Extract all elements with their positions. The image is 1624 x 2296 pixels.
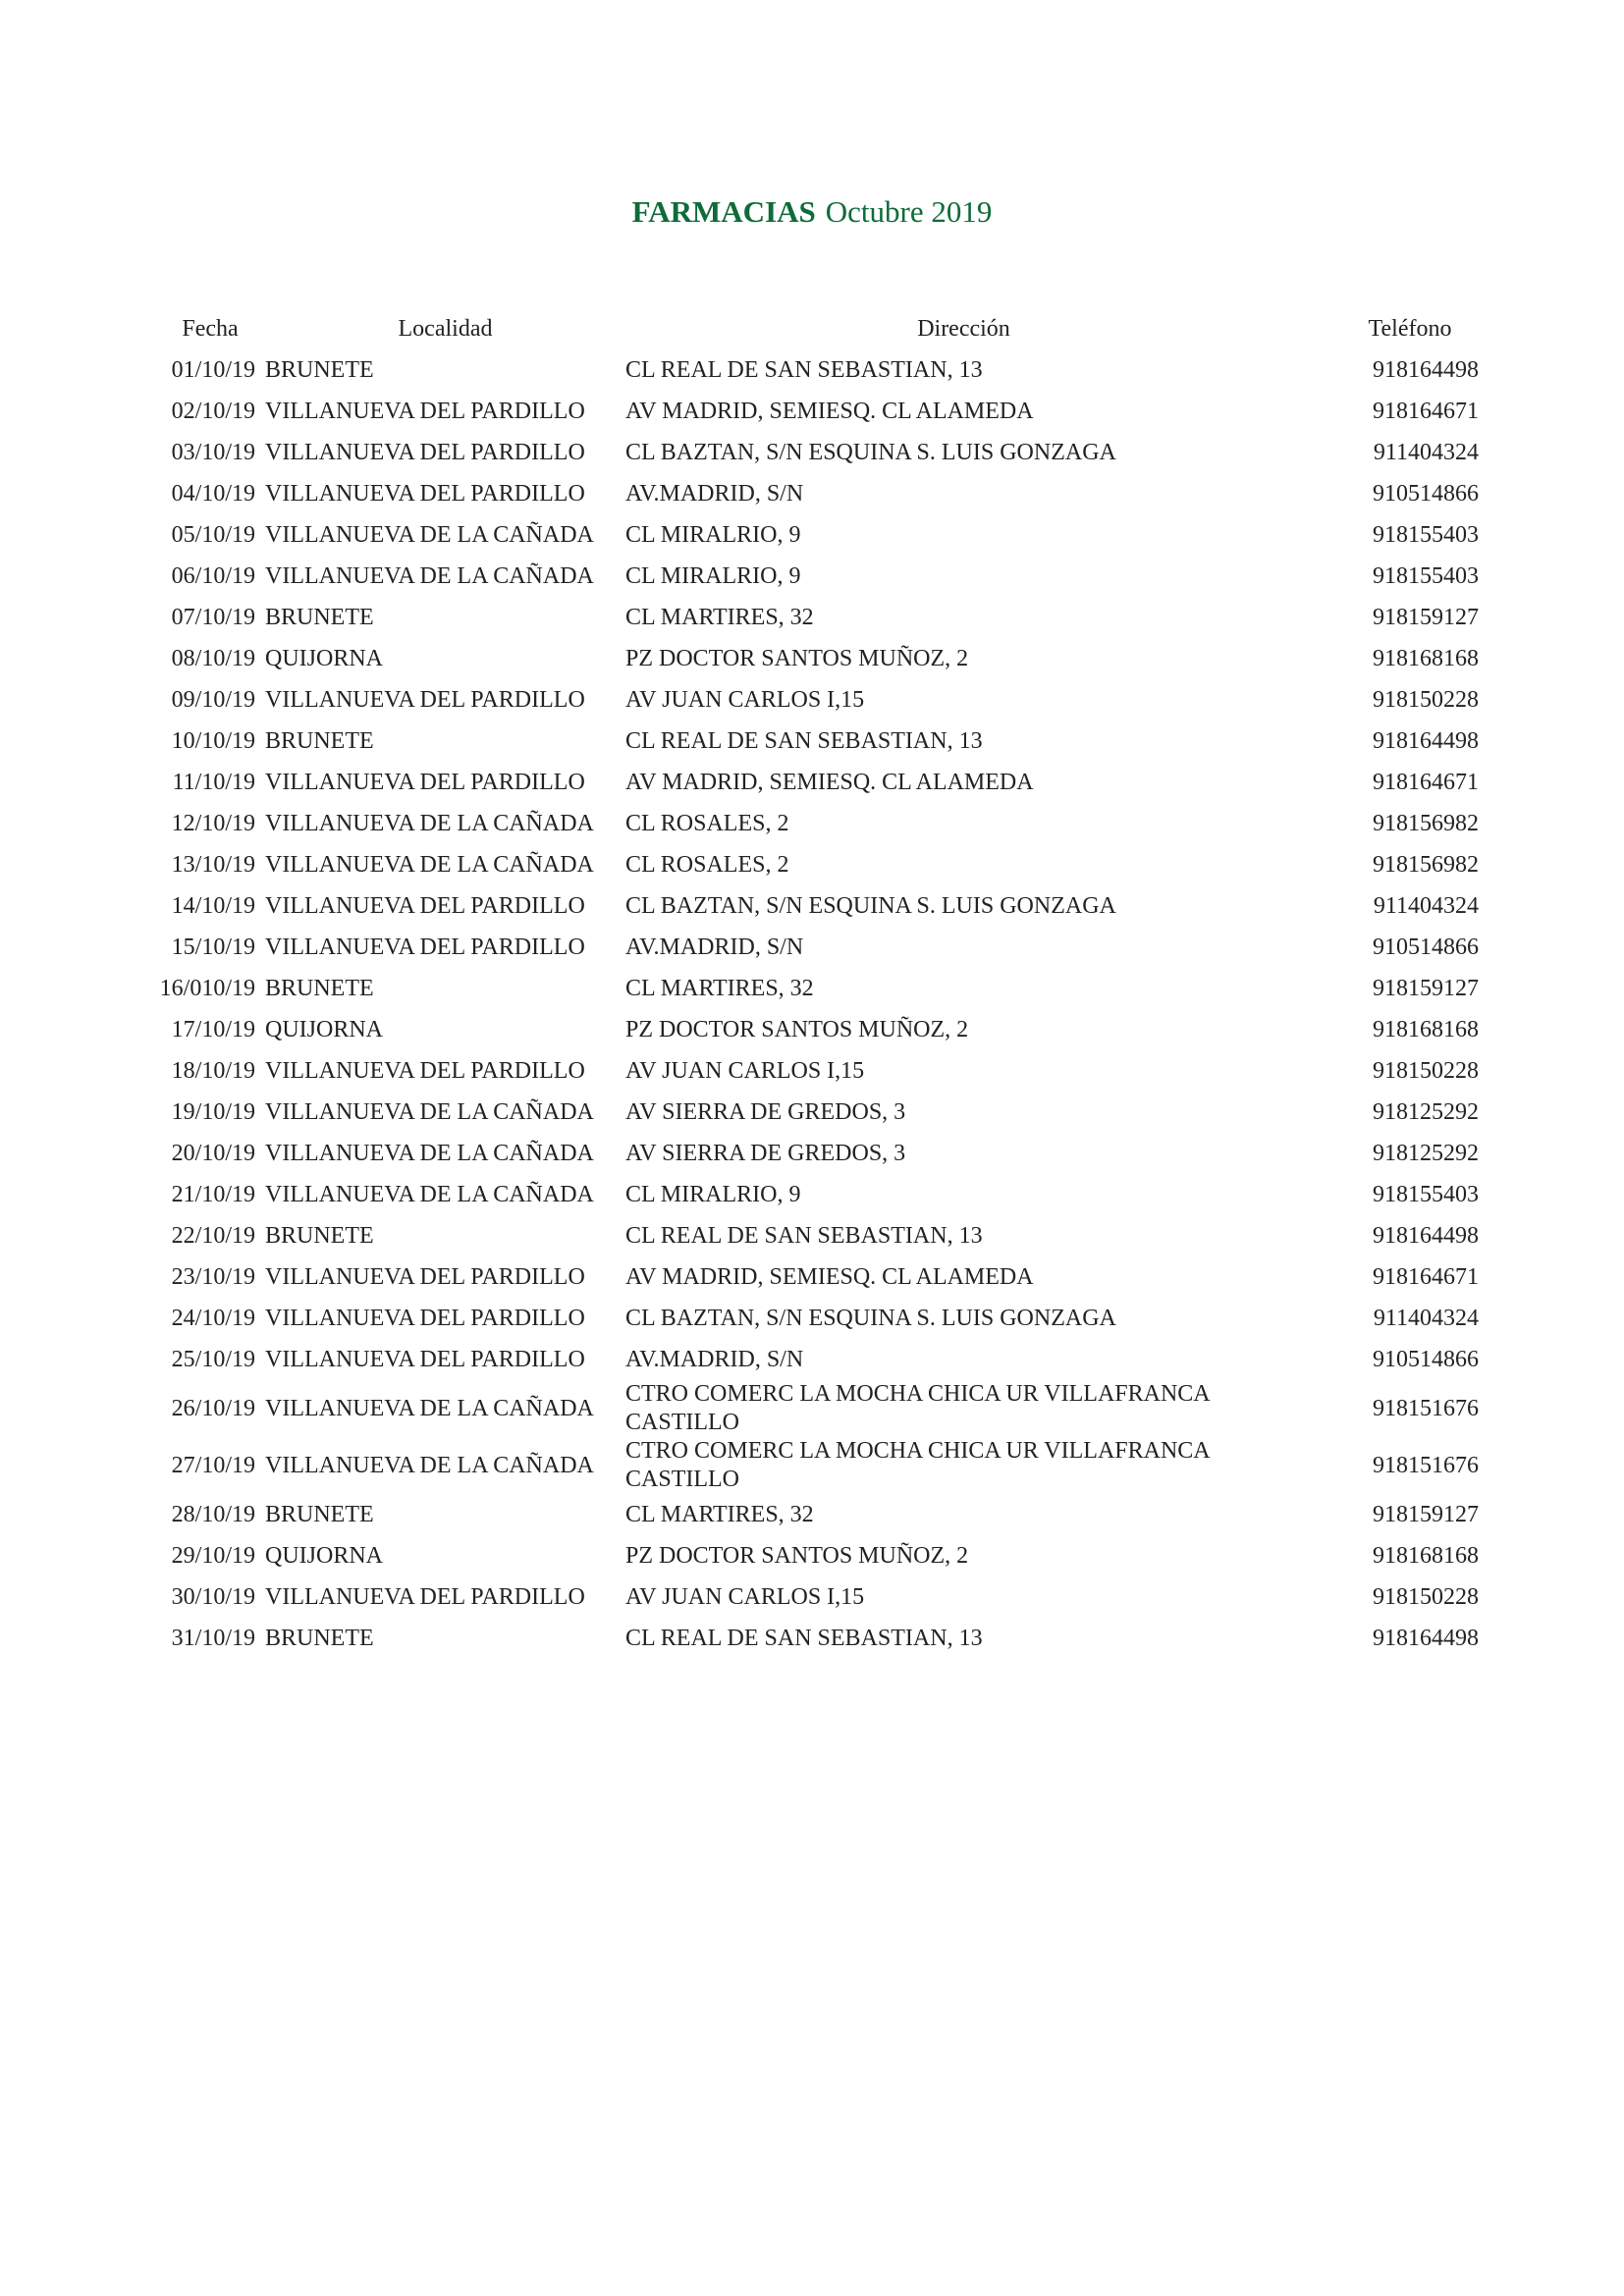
cell-localidad: VILLANUEVA DEL PARDILLO <box>265 686 585 713</box>
cell-telefono: 918168168 <box>1373 1542 1479 1569</box>
cell-direccion: CL ROSALES, 2 <box>625 810 789 836</box>
table-row <box>155 1256 1479 1298</box>
cell-telefono: 918159127 <box>1373 1501 1479 1527</box>
cell-fecha: 07/10/19 <box>171 604 255 630</box>
cell-direccion: CL ROSALES, 2 <box>625 851 789 878</box>
cell-fecha: 15/10/19 <box>171 934 255 960</box>
cell-fecha: 18/10/19 <box>171 1057 255 1084</box>
cell-telefono: 918125292 <box>1373 1098 1479 1125</box>
cell-localidad: VILLANUEVA DE LA CAÑADA <box>265 1452 594 1478</box>
cell-localidad: BRUNETE <box>265 727 374 754</box>
table-row <box>155 679 1479 721</box>
cell-localidad: VILLANUEVA DEL PARDILLO <box>265 439 585 465</box>
cell-fecha: 03/10/19 <box>171 439 255 465</box>
cell-direccion: AV.MADRID, S/N <box>625 934 804 960</box>
cell-telefono: 918164671 <box>1373 398 1479 424</box>
table-row <box>155 1618 1479 1659</box>
cell-fecha: 12/10/19 <box>171 810 255 836</box>
table-row <box>155 1092 1479 1133</box>
table-row <box>155 597 1479 638</box>
cell-localidad: VILLANUEVA DEL PARDILLO <box>265 1346 585 1372</box>
cell-direccion: CL REAL DE SAN SEBASTIAN, 13 <box>625 727 983 754</box>
cell-direccion: AV.MADRID, S/N <box>625 480 804 507</box>
cell-direccion: CL REAL DE SAN SEBASTIAN, 13 <box>625 356 983 383</box>
title-month: Octubre 2019 <box>825 194 993 229</box>
cell-fecha: 27/10/19 <box>171 1452 255 1478</box>
title-label: FARMACIAS <box>631 194 816 229</box>
cell-fecha: 16/010/19 <box>159 975 255 1001</box>
table-row <box>155 556 1479 597</box>
cell-telefono: 910514866 <box>1373 934 1479 960</box>
table-row <box>155 1215 1479 1256</box>
cell-direccion: AV.MADRID, S/N <box>625 1346 804 1372</box>
cell-telefono: 918155403 <box>1373 521 1479 548</box>
cell-localidad: BRUNETE <box>265 1625 374 1651</box>
cell-localidad: QUIJORNA <box>265 1016 383 1042</box>
table-row <box>155 473 1479 514</box>
cell-fecha: 13/10/19 <box>171 851 255 878</box>
cell-localidad: VILLANUEVA DE LA CAÑADA <box>265 1098 594 1125</box>
cell-direccion: CL MIRALRIO, 9 <box>625 521 801 548</box>
cell-localidad: VILLANUEVA DE LA CAÑADA <box>265 521 594 548</box>
cell-telefono: 918164671 <box>1373 1263 1479 1290</box>
table-row <box>155 638 1479 679</box>
table-row <box>155 1133 1479 1174</box>
table-row <box>155 927 1479 968</box>
table-row <box>155 721 1479 762</box>
table-row <box>155 349 1479 391</box>
cell-direccion: AV JUAN CARLOS I,15 <box>625 686 865 713</box>
cell-fecha: 11/10/19 <box>172 769 255 795</box>
cell-telefono: 910514866 <box>1373 480 1479 507</box>
cell-localidad: VILLANUEVA DEL PARDILLO <box>265 892 585 919</box>
cell-telefono: 918164498 <box>1373 1222 1479 1249</box>
cell-fecha: 04/10/19 <box>171 480 255 507</box>
cell-telefono: 918151676 <box>1373 1395 1479 1421</box>
cell-fecha: 25/10/19 <box>171 1346 255 1372</box>
cell-direccion: CTRO COMERC LA MOCHA CHICA UR VILLAFRANCA CASTILLO <box>625 1381 1210 1435</box>
table-row <box>155 514 1479 556</box>
cell-fecha: 21/10/19 <box>171 1181 255 1207</box>
table-row <box>155 803 1479 844</box>
header-localidad: Localidad <box>398 315 493 342</box>
cell-fecha: 31/10/19 <box>171 1625 255 1651</box>
cell-fecha: 08/10/19 <box>171 645 255 671</box>
cell-telefono: 918155403 <box>1373 562 1479 589</box>
cell-fecha: 29/10/19 <box>171 1542 255 1569</box>
cell-localidad: VILLANUEVA DEL PARDILLO <box>265 480 585 507</box>
cell-direccion: CL BAZTAN, S/N ESQUINA S. LUIS GONZAGA <box>625 892 1116 919</box>
cell-fecha: 10/10/19 <box>171 727 255 754</box>
header-direccion: Dirección <box>917 315 1010 342</box>
cell-telefono: 918159127 <box>1373 975 1479 1001</box>
cell-direccion: CL REAL DE SAN SEBASTIAN, 13 <box>625 1222 983 1249</box>
header-fecha: Fecha <box>182 315 239 342</box>
cell-localidad: BRUNETE <box>265 1501 374 1527</box>
cell-fecha: 28/10/19 <box>171 1501 255 1527</box>
cell-fecha: 05/10/19 <box>171 521 255 548</box>
cell-telefono: 918151676 <box>1373 1452 1479 1478</box>
cell-localidad: VILLANUEVA DE LA CAÑADA <box>265 1140 594 1166</box>
cell-direccion: CL BAZTAN, S/N ESQUINA S. LUIS GONZAGA <box>625 1305 1116 1331</box>
table-row <box>155 391 1479 432</box>
header-telefono: Teléfono <box>1368 315 1452 342</box>
cell-telefono: 911404324 <box>1373 1305 1479 1331</box>
cell-fecha: 24/10/19 <box>171 1305 255 1331</box>
table-row <box>155 762 1479 803</box>
table-body <box>155 349 1479 1659</box>
cell-localidad: VILLANUEVA DE LA CAÑADA <box>265 1181 594 1207</box>
cell-telefono: 910514866 <box>1373 1346 1479 1372</box>
page-title <box>0 192 1624 232</box>
cell-telefono: 918125292 <box>1373 1140 1479 1166</box>
cell-fecha: 14/10/19 <box>171 892 255 919</box>
cell-telefono: 918156982 <box>1373 810 1479 836</box>
table-row <box>155 1009 1479 1050</box>
cell-localidad: VILLANUEVA DE LA CAÑADA <box>265 562 594 589</box>
cell-direccion: AV MADRID, SEMIESQ. CL ALAMEDA <box>625 1263 1034 1290</box>
cell-direccion: CL MARTIRES, 32 <box>625 975 814 1001</box>
cell-fecha: 23/10/19 <box>171 1263 255 1290</box>
cell-direccion: CTRO COMERC LA MOCHA CHICA UR VILLAFRANCA CASTILLO <box>625 1438 1210 1492</box>
table-row <box>155 432 1479 473</box>
cell-telefono: 918156982 <box>1373 851 1479 878</box>
cell-direccion: CL BAZTAN, S/N ESQUINA S. LUIS GONZAGA <box>625 439 1116 465</box>
table-row <box>155 1437 1479 1494</box>
cell-telefono: 911404324 <box>1373 439 1479 465</box>
cell-direccion: CL MIRALRIO, 9 <box>625 562 801 589</box>
cell-direccion: AV MADRID, SEMIESQ. CL ALAMEDA <box>625 769 1034 795</box>
cell-localidad: BRUNETE <box>265 1222 374 1249</box>
table-row <box>155 844 1479 885</box>
cell-localidad: BRUNETE <box>265 975 374 1001</box>
cell-localidad: QUIJORNA <box>265 645 383 671</box>
table-row <box>155 885 1479 927</box>
cell-direccion: AV MADRID, SEMIESQ. CL ALAMEDA <box>625 398 1034 424</box>
cell-direccion: CL REAL DE SAN SEBASTIAN, 13 <box>625 1625 983 1651</box>
cell-direccion: PZ DOCTOR SANTOS MUÑOZ, 2 <box>625 1016 969 1042</box>
cell-localidad: QUIJORNA <box>265 1542 383 1569</box>
cell-telefono: 918150228 <box>1373 686 1479 713</box>
cell-localidad: VILLANUEVA DE LA CAÑADA <box>265 851 594 878</box>
pharmacy-schedule-table <box>155 308 1479 1659</box>
cell-fecha: 22/10/19 <box>171 1222 255 1249</box>
cell-telefono: 918164498 <box>1373 356 1479 383</box>
table-row <box>155 968 1479 1009</box>
cell-direccion: PZ DOCTOR SANTOS MUÑOZ, 2 <box>625 645 969 671</box>
cell-localidad: VILLANUEVA DE LA CAÑADA <box>265 1395 594 1421</box>
cell-direccion: CL MIRALRIO, 9 <box>625 1181 801 1207</box>
cell-direccion: CL MARTIRES, 32 <box>625 1501 814 1527</box>
cell-telefono: 918164498 <box>1373 727 1479 754</box>
cell-fecha: 17/10/19 <box>171 1016 255 1042</box>
cell-telefono: 918168168 <box>1373 645 1479 671</box>
cell-telefono: 918164671 <box>1373 769 1479 795</box>
table-row <box>155 1380 1479 1437</box>
cell-fecha: 30/10/19 <box>171 1583 255 1610</box>
cell-direccion: AV SIERRA DE GREDOS, 3 <box>625 1098 906 1125</box>
cell-telefono: 918168168 <box>1373 1016 1479 1042</box>
cell-direccion: CL MARTIRES, 32 <box>625 604 814 630</box>
cell-localidad: VILLANUEVA DEL PARDILLO <box>265 398 585 424</box>
table-row <box>155 1535 1479 1576</box>
table-row <box>155 1339 1479 1380</box>
cell-localidad: VILLANUEVA DEL PARDILLO <box>265 1583 585 1610</box>
cell-localidad: VILLANUEVA DEL PARDILLO <box>265 1305 585 1331</box>
cell-direccion: PZ DOCTOR SANTOS MUÑOZ, 2 <box>625 1542 969 1569</box>
table-row <box>155 1298 1479 1339</box>
cell-fecha: 09/10/19 <box>171 686 255 713</box>
cell-telefono: 918159127 <box>1373 604 1479 630</box>
cell-fecha: 20/10/19 <box>171 1140 255 1166</box>
cell-telefono: 918150228 <box>1373 1057 1479 1084</box>
cell-direccion: AV SIERRA DE GREDOS, 3 <box>625 1140 906 1166</box>
cell-fecha: 01/10/19 <box>171 356 255 383</box>
table-row <box>155 1576 1479 1618</box>
table-row <box>155 1050 1479 1092</box>
table-row <box>155 1174 1479 1215</box>
cell-telefono: 911404324 <box>1373 892 1479 919</box>
cell-localidad: VILLANUEVA DEL PARDILLO <box>265 934 585 960</box>
cell-direccion: AV JUAN CARLOS I,15 <box>625 1583 865 1610</box>
cell-fecha: 06/10/19 <box>171 562 255 589</box>
table-row <box>155 1494 1479 1535</box>
cell-telefono: 918150228 <box>1373 1583 1479 1610</box>
cell-localidad: VILLANUEVA DE LA CAÑADA <box>265 810 594 836</box>
cell-telefono: 918164498 <box>1373 1625 1479 1651</box>
cell-localidad: VILLANUEVA DEL PARDILLO <box>265 769 585 795</box>
cell-fecha: 02/10/19 <box>171 398 255 424</box>
table-header-row <box>155 308 1479 349</box>
cell-telefono: 918155403 <box>1373 1181 1479 1207</box>
cell-direccion: AV JUAN CARLOS I,15 <box>625 1057 865 1084</box>
cell-localidad: VILLANUEVA DEL PARDILLO <box>265 1057 585 1084</box>
cell-fecha: 19/10/19 <box>171 1098 255 1125</box>
cell-fecha: 26/10/19 <box>171 1395 255 1421</box>
cell-localidad: BRUNETE <box>265 356 374 383</box>
cell-localidad: VILLANUEVA DEL PARDILLO <box>265 1263 585 1290</box>
cell-localidad: BRUNETE <box>265 604 374 630</box>
